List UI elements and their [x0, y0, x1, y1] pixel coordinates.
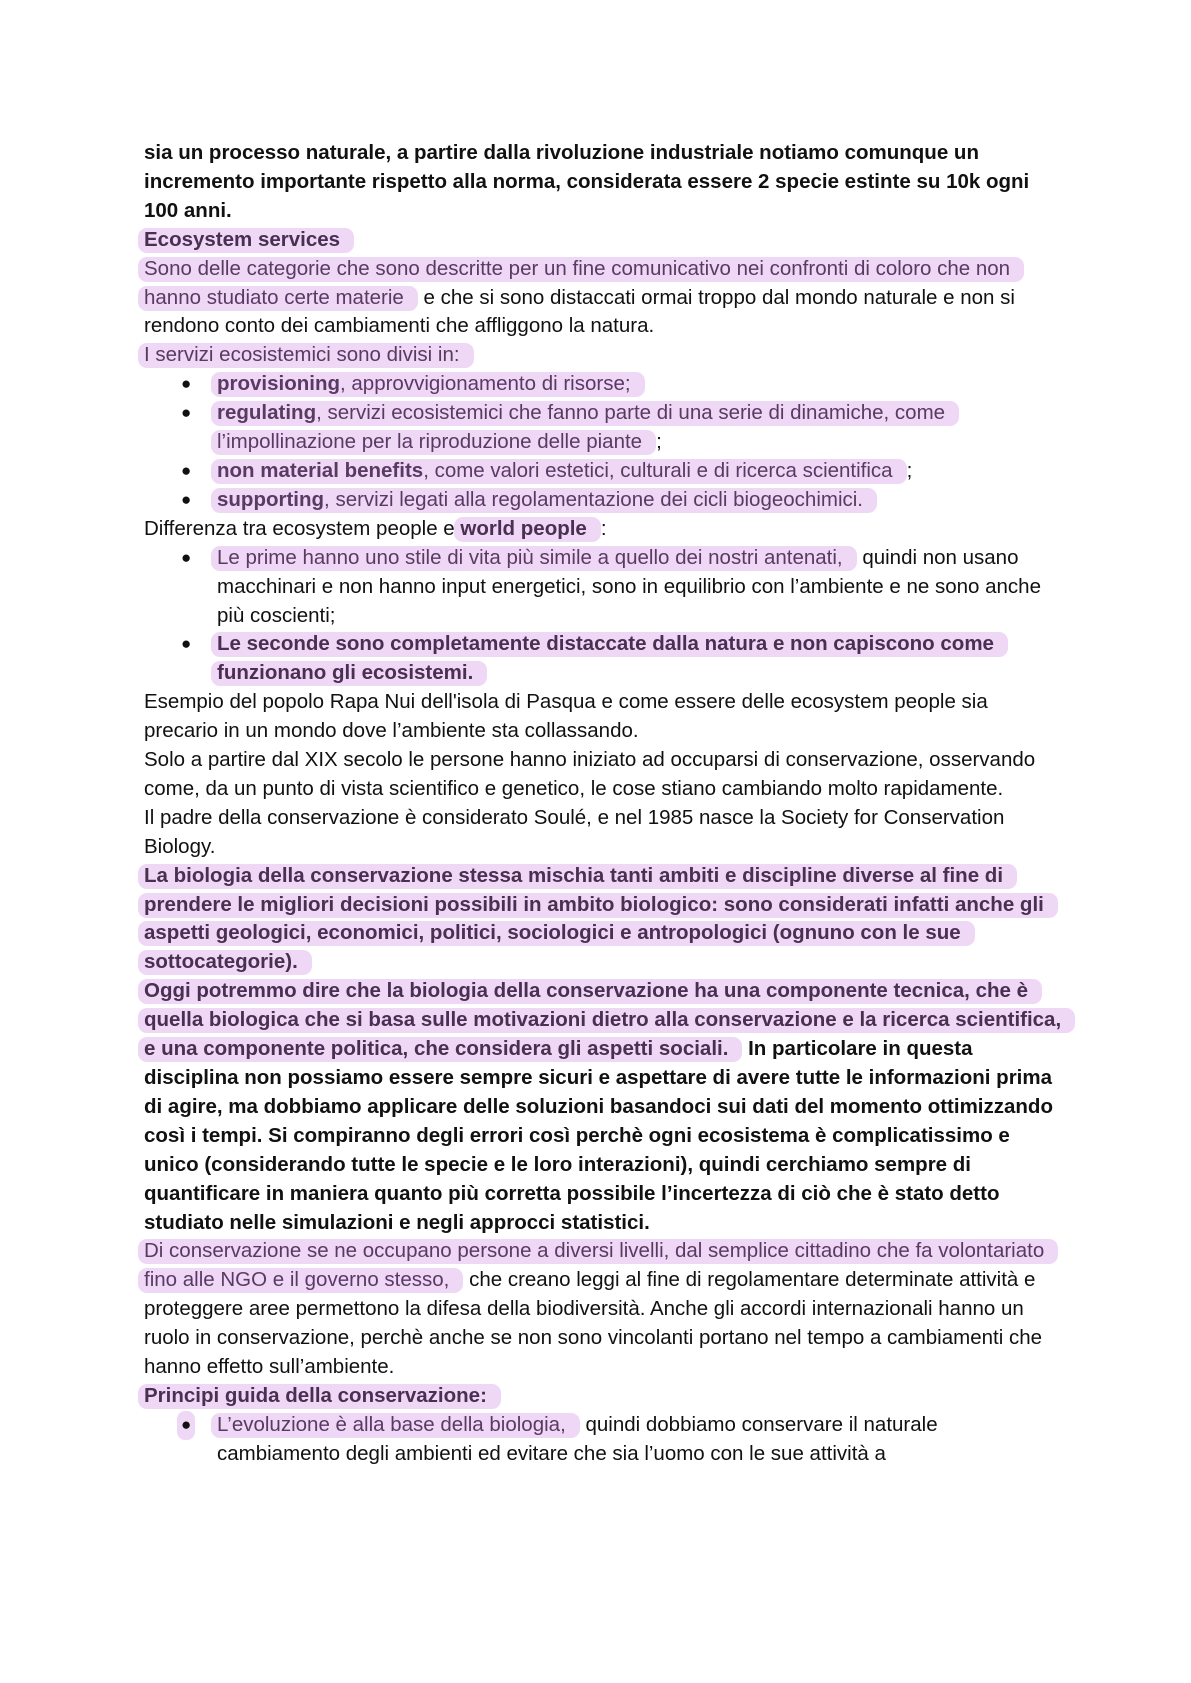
highlighted-text: I servizi ecosistemici sono divisi in:	[138, 343, 474, 368]
list-item-world-people	[181, 630, 1064, 688]
bullet-icon: ●	[181, 403, 192, 423]
highlighted-text: Sono delle categorie che sono descritte per un fine comunicativo nei confronti di coloro che non hanno studiato certe materie	[138, 257, 1024, 311]
highlighted-heading: Ecosystem services	[138, 228, 354, 253]
plain-text: quindi dobbiamo conservare il naturale cambiamento degli ambienti ed evitare che sia l’uomo con le sue attività a	[217, 1412, 938, 1465]
list-item-ecosystem-people	[181, 544, 1064, 631]
plain-text: In particolare in questa disciplina non possiamo essere sempre sicuri e aspettare di avere tutte le informazioni prima di agire, ma dobbiamo applicare delle soluzioni basandoci sui dati del momento ottimizzando così i tempi. Si compiranno degli errori così perchè ogni ecosistema è complicatissimo e unico (considerando tutte le specie e le loro interazioni), quindi cerchiamo sempre di quantificare in maniera quanto più corretta possibile l’incertezza di ciò che è stato detto studiato nelle simulazioni e negli approcci statistici.	[144, 1037, 1053, 1234]
people-list	[144, 544, 1064, 689]
services-list	[144, 370, 1064, 515]
notes-body	[144, 139, 1064, 1469]
paragraph-services-intro	[144, 341, 1064, 370]
paragraph-multidisciplinary	[144, 862, 1064, 978]
list-item-provisioning	[181, 370, 1064, 399]
paragraph-people-difference: Differenza tra ecosystem people e world people :	[144, 516, 607, 540]
list-item-regulating: ● regulating, servizi ecosistemici che fanno parte di una serie di dinamiche, come l’impollinazione per la riproduzione delle piante ;	[217, 399, 1064, 457]
term-description: , servizi ecosistemici che fanno parte di una serie di dinamiche, come l’impollinazione per la riproduzione delle piante	[217, 401, 946, 454]
highlighted-term-world-people: world people	[454, 517, 600, 542]
paragraph-soule: Il padre della conservazione è considerato Soulé, e nel 1985 nasce la Society for Conservation Biology.	[144, 805, 1005, 858]
principles-list	[144, 1411, 1064, 1469]
term-provisioning: provisioning	[217, 372, 340, 396]
term-non-material-benefits: non material benefits	[217, 458, 424, 482]
heading-principi-guida	[144, 1382, 1064, 1411]
highlighted-text: Oggi potremmo dire che la biologia della conservazione ha una componente tecnica, che è quella biologica che si basa sulle motivazioni dietro alla conservazione e la ricerca scientifica, e una componente politica, che considera gli aspetti sociali.	[138, 979, 1075, 1062]
term-supporting: supporting	[217, 487, 325, 511]
plain-text: che creano leggi al fine di regolamentare determinate attività e proteggere aree permettono la difesa della biodiversità. Anche gli accordi internazionali hanno un ruolo in conservazione, perchè anche se non sono vincolanti portano nel tempo a cambiamenti che hanno effetto sull’ambiente.	[144, 1268, 1042, 1379]
term-description: , servizi legati alla regolamentazione dei cicli biogeochimici.	[324, 487, 864, 511]
term-description: , approvvigionamento di risorse;	[340, 372, 631, 396]
paragraph-extinction-rate: sia un processo naturale, a partire dalla rivoluzione industriale notiamo comunque un incremento importante rispetto alla norma, considerata essere 2 specie estinte su 10k ogni 100 anni.	[144, 141, 1030, 222]
list-item-evolution	[181, 1411, 1064, 1469]
term-description: , come valori estetici, culturali e di ricerca scientifica	[423, 458, 893, 482]
list-item-non-material-benefits: ● non material benefits, come valori estetici, culturali e di ricerca scientifica ;	[217, 457, 1064, 486]
highlighted-text: La biologia della conservazione stessa mischia tanti ambiti e discipline diverse al fine di prendere le migliori decisioni possibili in ambito biologico: sono considerati infatti anche gli aspetti geologici, economici, politici, sociologici e antropologici (ognuno con le sue sottocategorie).	[138, 864, 1058, 976]
highlighted-text: Le prime hanno uno stile di vita più simile a quello dei nostri antenati,	[211, 546, 857, 571]
paragraph-actors	[144, 1237, 1064, 1382]
heading-ecosystem-services	[144, 226, 1064, 255]
plain-text: e che si sono distaccati ormai troppo dal mondo naturale e non si rendono conto dei cambiamenti che affliggono la natura.	[144, 285, 1015, 338]
highlighted-text: L’evoluzione è alla base della biologia,	[211, 1413, 580, 1438]
bullet-icon: ●	[181, 374, 192, 394]
bullet-icon: ●	[177, 1411, 195, 1440]
bullet-icon: ●	[181, 460, 192, 480]
bullet-icon: ●	[181, 547, 192, 567]
paragraph-rapa-nui: Esempio del popolo Rapa Nui dell'isola di Pasqua e come essere delle ecosystem people sia precario in un mondo dove l’ambiente sta collassando.	[144, 690, 988, 743]
plain-text: quindi non usano macchinari e non hanno input energetici, sono in equilibrio con l’ambiente e ne sono anche più coscienti;	[217, 545, 1041, 627]
paragraph-components	[144, 977, 1064, 1237]
bullet-icon: ●	[181, 489, 192, 509]
paragraph-categories	[144, 255, 1064, 342]
term-regulating: regulating	[217, 401, 317, 425]
highlighted-text: Di conservazione se ne occupano persone a diversi livelli, dal semplice cittadino che fa volontariato fino alle NGO e il governo stesso,	[138, 1239, 1058, 1293]
list-item-supporting	[181, 486, 1064, 515]
highlighted-heading: Principi guida della conservazione:	[138, 1384, 501, 1409]
bullet-icon: ●	[181, 634, 192, 654]
paragraph-xix-century: Solo a partire dal XIX secolo le persone hanno iniziato ad occuparsi di conservazione, osservando come, da un punto di vista scientifico e genetico, le cose stiano cambiando molto rapidamente.	[144, 748, 1036, 800]
highlighted-text: Le seconde sono completamente distaccate dalla natura e non capiscono come funzionano gli ecosistemi.	[211, 632, 1008, 686]
